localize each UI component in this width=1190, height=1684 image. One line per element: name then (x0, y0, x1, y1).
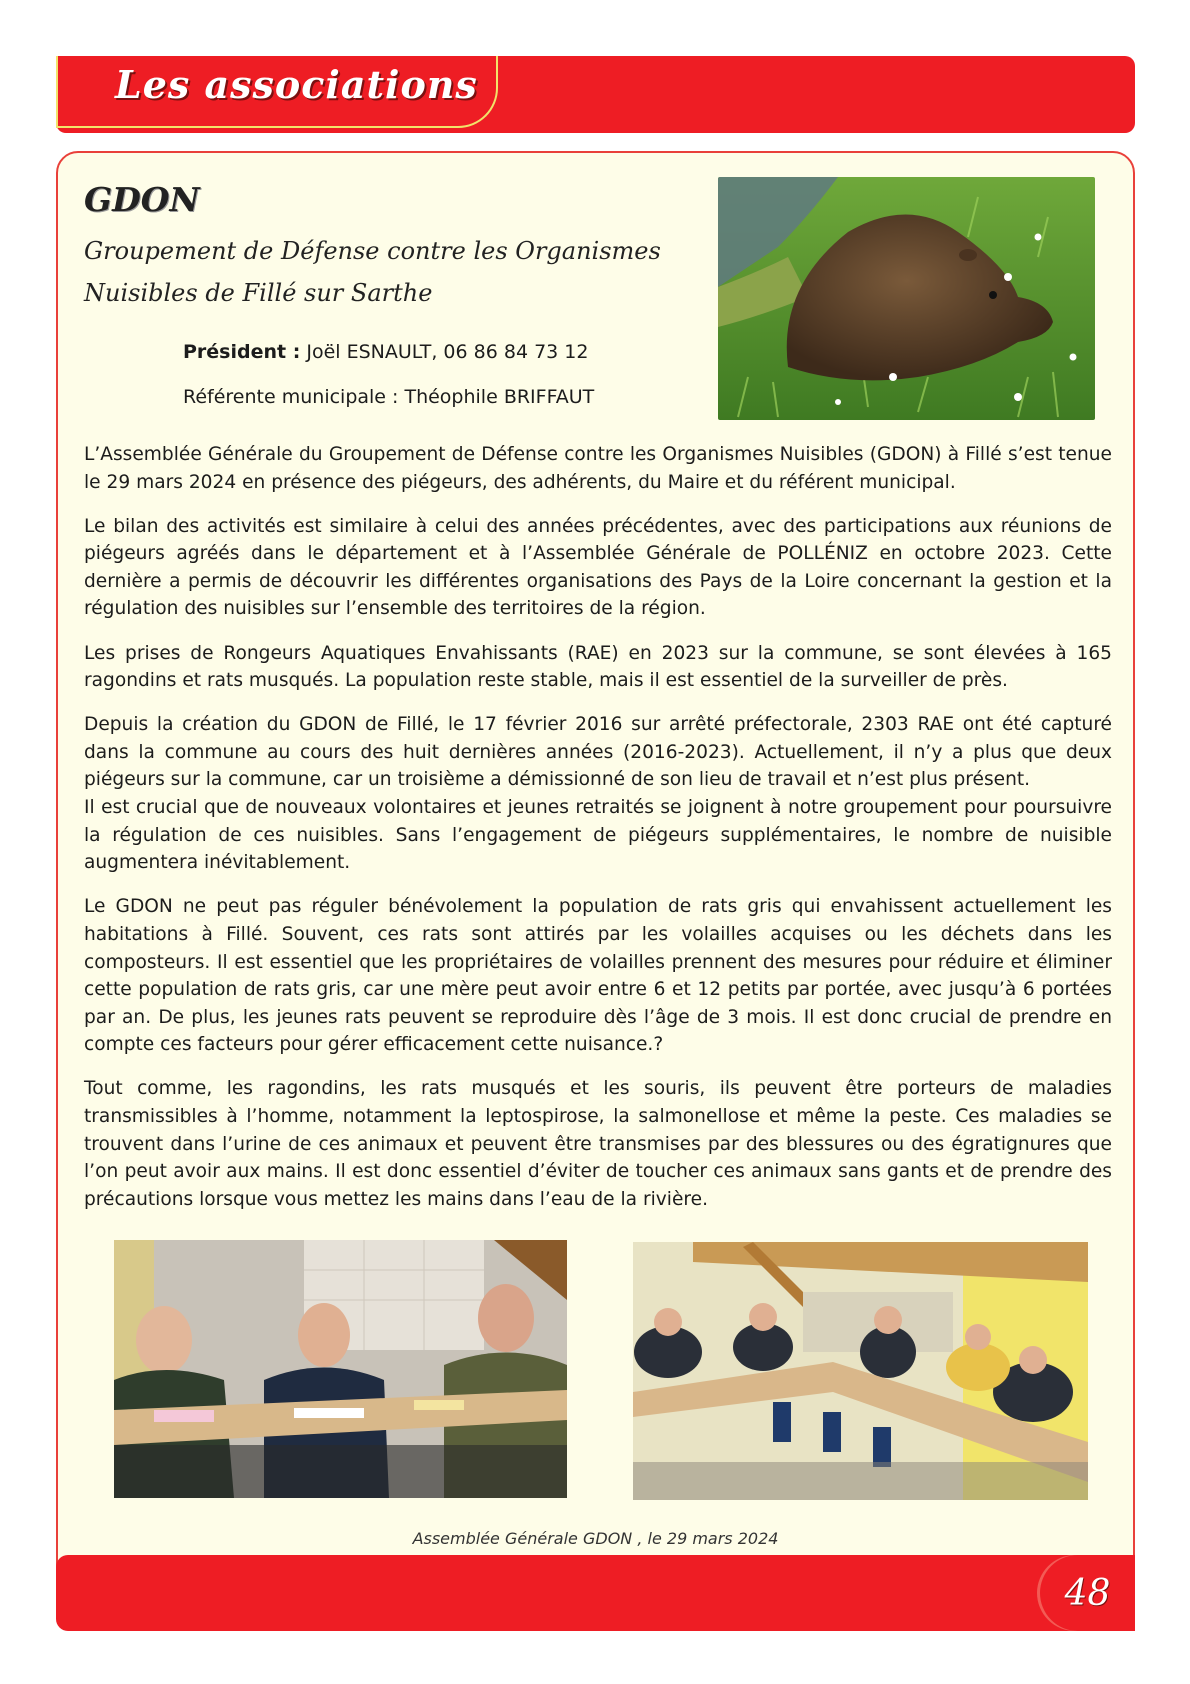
article-body (84, 441, 1112, 1230)
paragraph-3: Les prises de Rongeurs Aquatiques Envahissants (RAE) en 2023 sur la commune, se sont élevées à 165 ragondins et rats musqués. La population reste stable, mais il est essentiel de la surveiller de près. (84, 642, 1112, 692)
meeting-photo-1 (114, 1240, 567, 1498)
referent-line: Référente municipale : Théophile BRIFFAUT (183, 386, 595, 408)
president-label: Président : (183, 341, 301, 363)
paragraph-5: Il est crucial que de nouveaux volontaires et jeunes retraités se joignent à notre groupement pour poursuivre la régulation de ces nuisibles. Sans l’engagement de piégeurs supplémentaires, le nombre de nuisible augmentera inévitablement. (84, 797, 1112, 874)
association-full-name-line1: Groupement de Défense contre les Organismes (84, 237, 661, 265)
paragraph-1: L’Assemblée Générale du Groupement de Défense contre les Organismes Nuisibles (GDON) à Fillé s’est tenue le 29 mars 2024 en présence des piégeurs, des adhérents, du Maire et du référent municipal. (84, 444, 1112, 493)
paragraph-6: Le GDON ne peut pas réguler bénévolement la population de rats gris qui envahissent actuellement les habitations à Fillé. Souvent, ces rats sont attirés par les volailles acquises ou les déchets dans les composteurs. Il est essentiel que les propriétaires de volailles prennent des mesures pour réduire et éliminer cette population de rats gris, car une mère peut avoir entre 6 et 12 petits par portée, avec jusqu’à 6 portées par an. De plus, les jeunes rats peuvent se reproduire dès l’âge de 3 mois. Il est donc crucial de prendre en compte ces facteurs pour gérer efficacement cette nuisance.? (84, 896, 1112, 1056)
page-number: 48 (1040, 1555, 1135, 1631)
paragraph-2: Le bilan des activités est similaire à celui des années précédentes, avec des participations aux réunions de piégeurs agréés dans le département et à l’Assemblée Générale de POLLÉNIZ en octobre 2023. Cette dernière a permis de découvrir les différentes organisations des Pays de la Loire concernant la gestion et la régulation des nuisibles sur l’ensemble des territoires de la région. (84, 515, 1112, 620)
meeting-illustration-2 (633, 1242, 1088, 1500)
coypu-photo (718, 177, 1095, 420)
photo-caption: Assemblée Générale GDON , le 29 mars 2024 (412, 1529, 779, 1548)
president-line (183, 341, 588, 363)
association-full-name-line2: Nuisibles de Fillé sur Sarthe (84, 279, 433, 307)
coypu-illustration (718, 177, 1095, 420)
section-title: Les associations (115, 62, 478, 107)
president-value: Joël ESNAULT, 06 86 84 73 12 (300, 341, 589, 363)
paragraph-4: Depuis la création du GDON de Fillé, le 17 février 2016 sur arrêté préfectorale, 2303 RAE ont été capturé dans la commune au cours des huit dernières années (2016-2023). Actuellement, il n’y a plus que deux piégeurs sur la commune, car un troisième a démissionné de son lieu de travail et n’est plus présent. (84, 714, 1112, 791)
meeting-illustration-1 (114, 1240, 567, 1498)
association-name: GDON (84, 180, 200, 219)
meeting-photo-2 (633, 1242, 1088, 1500)
footer-band (56, 1555, 1135, 1631)
association-full-name (84, 230, 704, 314)
paragraph-7: Tout comme, les ragondins, les rats musqués et les souris, ils peuvent être porteurs de maladies transmissibles à l’homme, notamment la leptospirose, la salmonellose et même la peste. Ces maladies se trouvent dans l’urine de ces animaux et peuvent être transmises par des blessures ou des égratignures que l’on peut avoir aux mains. Il est donc essentiel d’éviter de toucher ces animaux sans gants et de prendre des précautions lorsque vous mettez les mains dans l’eau de la rivière. (84, 1078, 1112, 1210)
